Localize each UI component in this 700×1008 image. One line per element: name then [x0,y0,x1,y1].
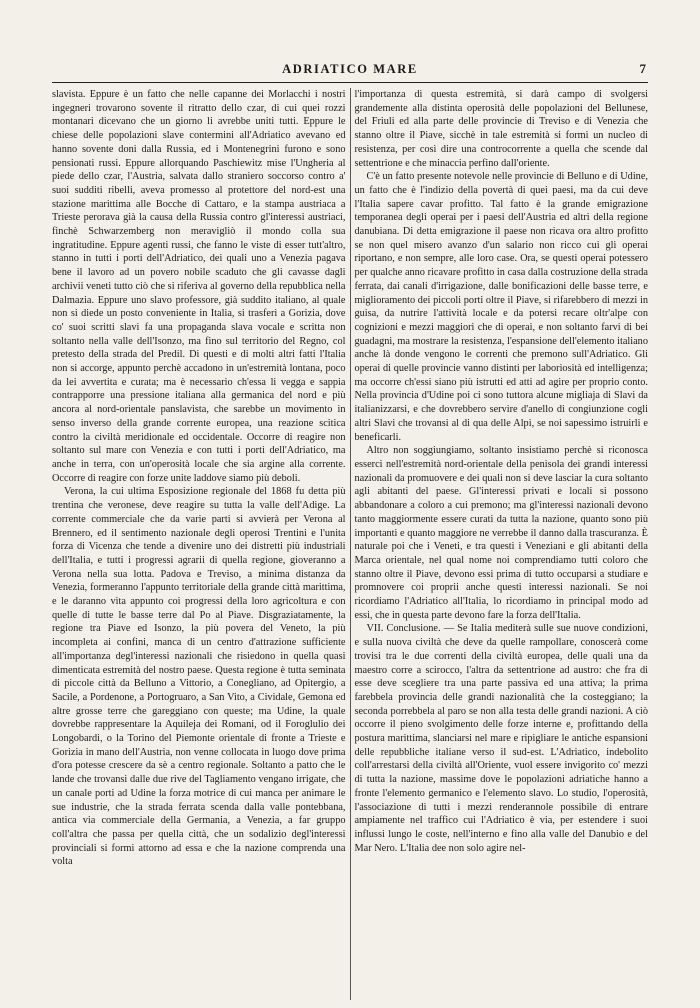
paragraph: slavista. Eppure è un fatto che nelle capanne dei Morlacchi i nostri ingegneri trovarono sovente il ritratto dello czar, di cui quei rozzi montanari dicevano che un giorno li avrebbe uniti tutti. Eppure le chiese delle popolazioni slave contermini all'Adriatico avevano ed hanno sovente doni dalla Russia, ed i Montenegrini furono e sono pensionati russi. Eppure allorquando Paschiewitz mise l'Ungheria al piede dello czar, l'Austria, salvata dallo straniero soccorso contro a' suoi sudditi ribelli, aveva promesso al protettore del nord-est una stazione marittima alle Bocche di Cattaro, e la stampa austriaca a Trieste perorava già la causa della Russia contro gl'interessi austriaci, finchè Schwarzemberg non meravigliò il mondo colla sua ingratitudine. Eppure agenti russi, che fanno le viste di esser tutt'altro, stanno in tutti i porti dell'Adriatico, dei quali uno a Venezia pagava bene il lavoro ad un povero nobile scaduto che gli cavasse dagli archivii veneti tutto ciò che si riferiva al governo della repubblica nella Dalmazia. Eppure uno slavo professore, già suddito italiano, al quale non si diede un posto conveniente in Italia, si trasferì a Gorizia, dove co' suoi scritti slavi fa una propaganda slava vocale e scritta non soltanto nella valle dell'Isonzo, ma fino sul territorio del Regno, col pretesto della strada del Predil. Di questi e di molti altri fatti l'Italia non si accorge, appunto perchè accadono in un'estremità lontana, poco da lei avvertita e curata; ma è necessario ch'essa li vegga e sappia contrapporre una pressione italiana alla germanica del nord e più ancora al nord-orientale panslavista, che sarebbe un movimento in senso inverso della grande corrente europea, una reazione scitica contro la civiltà meridionale ed occidentale. Occorre di reagire non soltanto sul mare con Venezia e con tutti i porti dell'Adriatico, ma anche in terra, con un'operosità locale che sia argine alla corrente. Occorre di reagire con forze unite laddove siamo più deboli. [52,89,346,484]
page-number: 7 [639,61,646,76]
paragraph: Verona, la cui ultima Esposizione regionale del 1868 fu detta più trentina che veronese, deve reagire su tutta la valle dell'Adige. La corrente commerciale che da varie parti si avvierà per Verona al Brennero, ed il sentimento nazionale degli operosi Trentini e l'unita forza di Vicenza che tende a divenire uno dei distretti più industriali dell'Italia, e tutti i progressi agrarii di quella regione, gioveranno a Verona nella sua lotta. Padova e Treviso, a minima distanza da Venezia, formeranno l'appunto territoriale della grande città marittima, e le daranno vita appunto coi progressi della loro agricoltura e con quelle di tutte le basse terre dal Po al Piave. Disgraziatamente, la regione tra Piave ed Isonzo, la più povera del Veneto, la più incompleta ai confini, manca di un centro d'attrazione sufficiente all'importanza degl'interessi nazionali che risiedono in quella quasi dimenticata estremità del nostro paese. Questa regione è tutta seminata di piccole città da Belluno a Vittorio, a Conegliano, ad Opitergio, a Sacile, a Pordenone, a Portogruaro, a San Vito, a Cividale, Gemona ed altre grosse terre che gareggiano con queste; ma Udine, la quale dovrebbe rappresentare la Aquileja dei Romani, od il Foroglulio dei Longobardi, o la Torino del Piemonte orientale di fronte a Trieste e Gorizia in mano dell'Austria, non venne collocata in luogo dove prima d'ora potesse crescere da sè a centro regionale. Soltanto a patto che le lande che trovansi dalle due rive del Tagliamento vengano irrigate, che un canale porti ad Udine la forza motrice di cui manca per animare le sue industrie, che la strada ferrata scenda dalla valle pontebbana, antica via commerciale della Germania, a Venezia, a far gruppo coll'altra che passa per quella città, che un sodalizio degl'interessi provinciali si formi attorno ad essa e che la nazione comprenda una volta [52,486,346,868]
left-column [52,88,350,1000]
right-column [350,88,648,1000]
paragraph: C'è un fatto presente notevole nelle provincie di Belluno e di Udine, un fatto che è l'indizio della povertà di quei paesi, ma da cui deve l'Italia sapere cavar profitto. Tal fatto è la grande emigrazione temporanea degli operai per i paesi dell'Austria ed altri della regione danubiana. Di detta emigrazione il paese non ricava ora altro profitto se non quel misero avanzo d'un salario non ricco cui gli operai riportano, e non sempre, alle loro case. Ora, se questi operai potessero per qualche anno ricavare profitto in casa dalla costruzione della strada ferrata, dai canali d'irrigazione, dalle bonificazioni delle basse terre, e miglioramento dei piccoli porti oltre il Piave, si rifarebbero di mezzi in guisa, da nutrire l'attività locale e da potersi recare oltr'alpe con cognizioni e mezzi maggiori che di operai, e non soltanto farvi di bei guadagni, ma mostrare la resistenza, l'espansione dell'elemento italiano anche là donde vengono le correnti che premono sull'Adriatico. Gli operai di quelle provincie vanno distinti per laboriosità ed intelligenza; ma occorre ch'essi siano più istrutti ed atti ad agire per proprio conto. Nella provincia d'Udine poi ci sono tuttora alcune migliaja di Slavi da italianizzarsi, e che dovrebbero servire d'anello di congiunzione cogli altri Slavi che trovansi al di qua delle Alpi, se noi sapessimo istruirli e beneficarli. [354,171,648,443]
paragraph: Altro non soggiungiamo, soltanto insistiamo perchè si riconosca esserci nell'estremità nord-orientale della penisola dei grandi interessi nazionali da promuovere e dei quali non si deve lasciar la cura soltanto agli abitanti del paese. Gl'interessi privati e locali si possono abbandonare a coloro a cui premono; ma gl'interessi nazionali devono tanto maggiormente essere curati da tutta la nazione, quanto sono più importanti e quanto maggiore ne verrebbe il danno dalla trascuranza. È naturale poi che i Veneti, e tra questi i Veneziani e gli abitanti della Marca orientale, nel qual nome noi comprendiamo tutti coloro che stanno oltre il Piave, devono essi prima di tutto occuparsi a studiare e promnovere coi proprii anche questi interessi nazionali. Se noi ricordiamo l'Adriatico all'Italia, lo ricordiamo in principal modo ad essi, che in questa parte devono fare la forza dell'Italia. [354,445,648,621]
paragraph: VII. Conclusione. — Se Italia mediterà sulle sue nuove condizioni, e sulla nuova civiltà che deve da quelle rampollare, conoscerà come trovisi tra le due correnti della civiltà europea, delle quali una da maestro corre a scirocco, l'altra da settentrione ad austro: che fra di esse deve scegliere tra una parte passiva ed una attiva; la prima farebbela provincia delle grandi nazionalità che la costeggiano; la seconda porrebbela al paro se non alla testa delle grandi nazioni. A ciò occorre il pieno svolgimento delle forze interne e, profittando della postura marittima, slanciarsi nel mare e ripigliare le antiche espansioni delle repubbliche italiane verso il sud-est. L'Adriatico, indebolito coll'arrestarsi della civiltà all'Oriente, vuol essere invigorito co' mezzi di tutta la nazione, massime dove le popolazioni adriatiche hanno a fronte l'elemento germanico e l'elemento slavo. Lo studio, l'operosità, l'associazione di tutti i mezzi renderannole possibile di entrare ampiamente nel traffico cui l'Adriatico è via, per estendere i suoi influssi lungo le coste, nell'interno e fino alla valle del Danubio e del Mar Nero. L'Italia dee non solo agire nel- [354,623,648,854]
running-title: ADRIATICO MARE [282,62,418,76]
paragraph: l'importanza di questa estremità, si darà campo di svolgersi grandemente alla distinta operosità delle popolazioni del Bellunese, del Friuli ed alla parte delle provincie di Treviso e di Venezia che stanno oltre il Piave, sicchè in tale estremità si formi un nucleo di resistenza, per così dire una controcorrente a quella che scende dal settentrione e che minaccia perfino dall'oriente. [354,89,648,169]
text-columns [52,88,648,1000]
running-header [52,58,648,83]
